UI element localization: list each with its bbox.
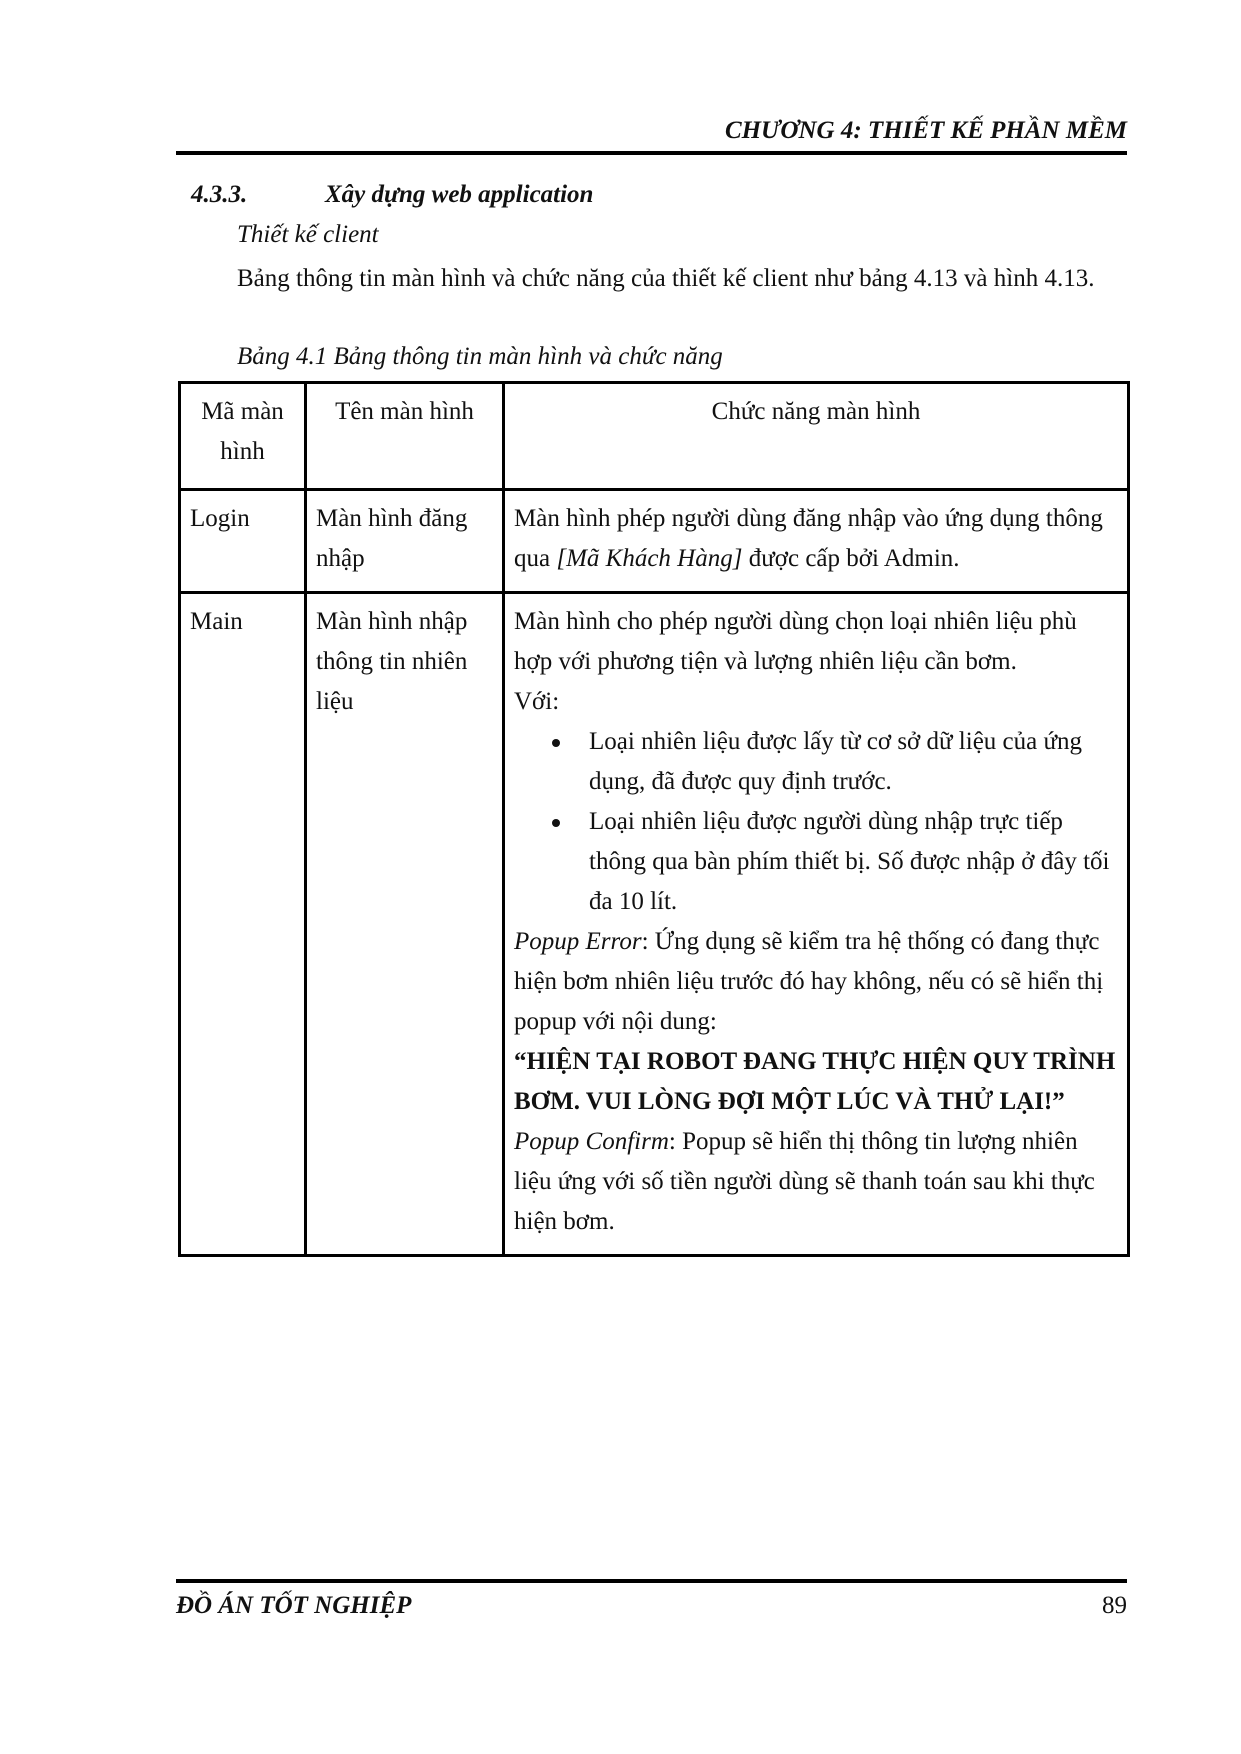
header-rule xyxy=(176,151,1127,155)
login-desc-after: được cấp bởi Admin. xyxy=(742,545,960,572)
popup-error-paragraph xyxy=(514,922,1118,1042)
footer-title: ĐỒ ÁN TỐT NGHIỆP xyxy=(176,1592,412,1619)
main-description xyxy=(504,593,1129,1256)
header-screen-function: Chức năng màn hình xyxy=(504,383,1129,490)
chapter-header: CHƯƠNG 4: THIẾT KẾ PHẦN MỀM xyxy=(724,117,1127,144)
login-desc-before: Màn hình phép người dùng đăng nhập vào ứng dụng thông qua xyxy=(514,505,1103,572)
popup-confirm-paragraph xyxy=(514,1122,1118,1242)
intro-paragraph: Bảng thông tin màn hình và chức năng của thiết kế client như bảng 4.13 và hình 4.13. xyxy=(237,265,1095,292)
bullet-list xyxy=(514,722,1118,922)
table-row xyxy=(180,490,1129,593)
table-row xyxy=(180,593,1129,1256)
footer-rule xyxy=(176,1579,1127,1583)
bullet-icon xyxy=(552,819,560,827)
screen-function-table xyxy=(178,381,1130,1257)
bullet-text: Loại nhiên liệu được người dùng nhập trực tiếp thông qua bàn phím thiết bị. Số được nhập ở đây tối đa 10 lít. xyxy=(589,808,1110,915)
popup-error-message: “HIỆN TẠI ROBOT ĐANG THỰC HIỆN QUY TRÌNH BƠM. VUI LÒNG ĐỢI MỘT LÚC VÀ THỬ LẠI!” xyxy=(514,1048,1116,1115)
header-screen-name: Tên màn hình xyxy=(306,383,504,490)
main-name: Màn hình nhập thông tin nhiên liệu xyxy=(306,593,504,1256)
popup-error-label: Popup Error xyxy=(514,928,642,955)
section-heading xyxy=(191,178,593,212)
main-code: Main xyxy=(180,593,306,1256)
bullet-icon xyxy=(552,739,560,747)
list-item xyxy=(589,802,1118,922)
page-number: 89 xyxy=(1102,1592,1127,1619)
list-item xyxy=(589,722,1118,802)
section-title: Xây dựng web application xyxy=(325,181,594,208)
table-caption: Bảng 4.1 Bảng thông tin màn hình và chức năng xyxy=(237,343,723,370)
section-number: 4.3.3. xyxy=(191,181,248,208)
customer-code-term: [Mã Khách Hàng] xyxy=(556,545,743,572)
subheading: Thiết kế client xyxy=(237,221,379,248)
popup-error-text: : Ứng dụng sẽ kiểm tra hệ thống có đang thực hiện bơm nhiên liệu trước đó hay không, nếu có sẽ hiển thị popup với nội dung: xyxy=(514,928,1104,1035)
login-name: Màn hình đăng nhập xyxy=(306,490,504,593)
popup-confirm-text: : Popup sẽ hiển thị thông tin lượng nhiên liệu ứng với số tiền người dùng sẽ thanh toán sau khi thực hiện bơm. xyxy=(514,1128,1095,1235)
main-desc: Màn hình cho phép người dùng chọn loại nhiên liệu phù hợp với phương tiện và lượng nhiên liệu cần bơm. xyxy=(514,608,1077,675)
login-code: Login xyxy=(180,490,306,593)
table-header-row xyxy=(180,383,1129,490)
login-description xyxy=(504,490,1129,593)
popup-confirm-label: Popup Confirm xyxy=(514,1128,669,1155)
with-label: Với: xyxy=(514,688,560,715)
header-screen-code: Mã màn hình xyxy=(180,383,306,490)
bullet-text: Loại nhiên liệu được lấy từ cơ sở dữ liệu của ứng dụng, đã được quy định trước. xyxy=(589,728,1083,795)
